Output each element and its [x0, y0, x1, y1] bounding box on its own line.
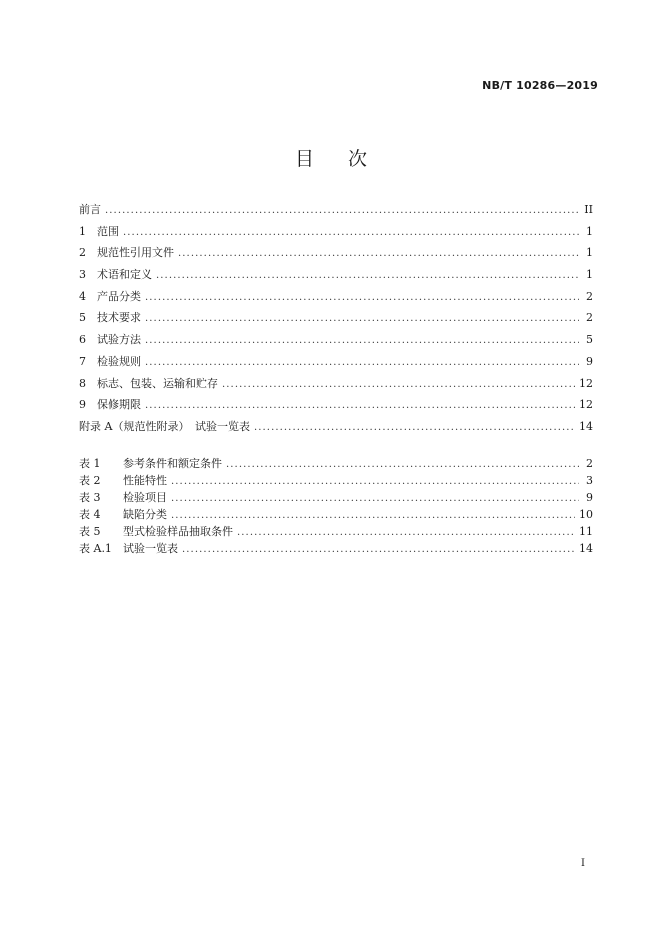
toc-entry-label: 术语和定义: [97, 268, 152, 282]
toc-entry-scope[interactable]: [79, 221, 593, 243]
table-entry-label: 性能特性: [123, 474, 167, 487]
toc-entry-terms[interactable]: [79, 264, 593, 286]
dot-leader: [145, 395, 575, 416]
toc-entry-requirements[interactable]: [79, 307, 593, 329]
toc-entry-inspection-rules[interactable]: [79, 351, 593, 373]
toc-entry-number: 6: [79, 333, 86, 347]
dot-leader: [105, 200, 579, 221]
table-entry-number: 表 3: [79, 491, 101, 504]
dot-leader: [178, 243, 579, 264]
toc-entry-label: 技术要求: [97, 311, 141, 325]
list-of-tables: [79, 455, 593, 557]
dot-leader: [156, 265, 579, 286]
table-entry[interactable]: [79, 506, 593, 523]
toc-entry-page: 1: [586, 268, 593, 282]
dot-leader: [145, 308, 579, 329]
table-entry-page: 9: [586, 491, 593, 504]
table-entry-number: 表 5: [79, 525, 101, 538]
toc-entry-page: 2: [586, 311, 593, 325]
toc-entry-number: 7: [79, 354, 86, 368]
toc-entry-number: 8: [79, 376, 86, 390]
dot-leader: [171, 490, 579, 506]
toc-entry-page: 12: [579, 398, 593, 412]
dot-leader: [171, 507, 575, 523]
toc-entry-label: 标志、包装、运输和贮存: [97, 376, 218, 390]
table-entry-label: 参考条件和额定条件: [123, 457, 222, 470]
toc-entry-label: 附录 A（规范性附录） 试验一览表: [79, 419, 250, 433]
table-entry[interactable]: [79, 489, 593, 506]
table-entry[interactable]: [79, 523, 593, 540]
table-of-contents: [79, 199, 593, 438]
table-entry[interactable]: [79, 455, 593, 472]
page-title: 目 次: [294, 148, 382, 170]
toc-entry-number: 3: [79, 268, 86, 282]
toc-entry-number: 1: [79, 224, 86, 238]
table-entry-label: 检验项目: [123, 491, 167, 504]
dot-leader: [145, 352, 579, 373]
toc-entry-page: 2: [586, 289, 593, 303]
dot-leader: [222, 374, 575, 395]
toc-entry-label: 试验方法: [97, 333, 141, 347]
toc-entry-page: II: [584, 203, 593, 216]
dot-leader: [237, 524, 575, 540]
toc-entry-warranty[interactable]: [79, 394, 593, 416]
table-entry-number: 表 1: [79, 457, 101, 470]
table-entry-page: 14: [579, 542, 593, 555]
toc-entry-label: 前言: [79, 203, 101, 216]
table-entry-page: 10: [579, 508, 593, 521]
toc-entry-marking-packaging[interactable]: [79, 373, 593, 395]
toc-entry-appendix-a[interactable]: [79, 416, 593, 438]
page-number: I: [581, 858, 585, 869]
dot-leader: [254, 417, 575, 438]
dot-leader: [145, 287, 579, 308]
toc-entry-label: 保修期限: [97, 398, 141, 412]
toc-entry-classification[interactable]: [79, 286, 593, 308]
toc-entry-page: 14: [579, 419, 593, 433]
dot-leader: [182, 541, 575, 557]
table-entry[interactable]: [79, 472, 593, 489]
table-entry-number: 表 A.1: [79, 542, 112, 555]
toc-entry-page: 1: [586, 246, 593, 260]
standard-code: NB/T 10286—2019: [482, 79, 598, 92]
toc-entry-number: 5: [79, 311, 86, 325]
toc-entry-label: 范围: [97, 224, 119, 238]
dot-leader: [123, 222, 579, 243]
table-entry-label: 型式检验样品抽取条件: [123, 525, 233, 538]
toc-entry-page: 1: [586, 224, 593, 238]
table-entry[interactable]: [79, 540, 593, 557]
toc-entry-foreword[interactable]: [79, 199, 593, 221]
table-entry-number: 表 2: [79, 474, 101, 487]
toc-entry-label: 检验规则: [97, 354, 141, 368]
table-entry-label: 试验一览表: [123, 542, 178, 555]
table-entry-page: 11: [579, 525, 593, 538]
toc-entry-number: 9: [79, 398, 86, 412]
dot-leader: [171, 473, 579, 489]
table-entry-page: 3: [586, 474, 593, 487]
toc-entry-number: 2: [79, 246, 86, 260]
toc-entry-page: 9: [586, 354, 593, 368]
toc-entry-number: 4: [79, 289, 86, 303]
toc-entry-page: 5: [586, 333, 593, 347]
toc-entry-page: 12: [579, 376, 593, 390]
dot-leader: [145, 330, 579, 351]
toc-entry-label: 规范性引用文件: [97, 246, 174, 260]
toc-entry-test-methods[interactable]: [79, 329, 593, 351]
table-entry-number: 表 4: [79, 508, 101, 521]
table-entry-page: 2: [586, 457, 593, 470]
dot-leader: [226, 456, 579, 472]
toc-entry-normative-references[interactable]: [79, 242, 593, 264]
toc-entry-label: 产品分类: [97, 289, 141, 303]
table-entry-label: 缺陷分类: [123, 508, 167, 521]
